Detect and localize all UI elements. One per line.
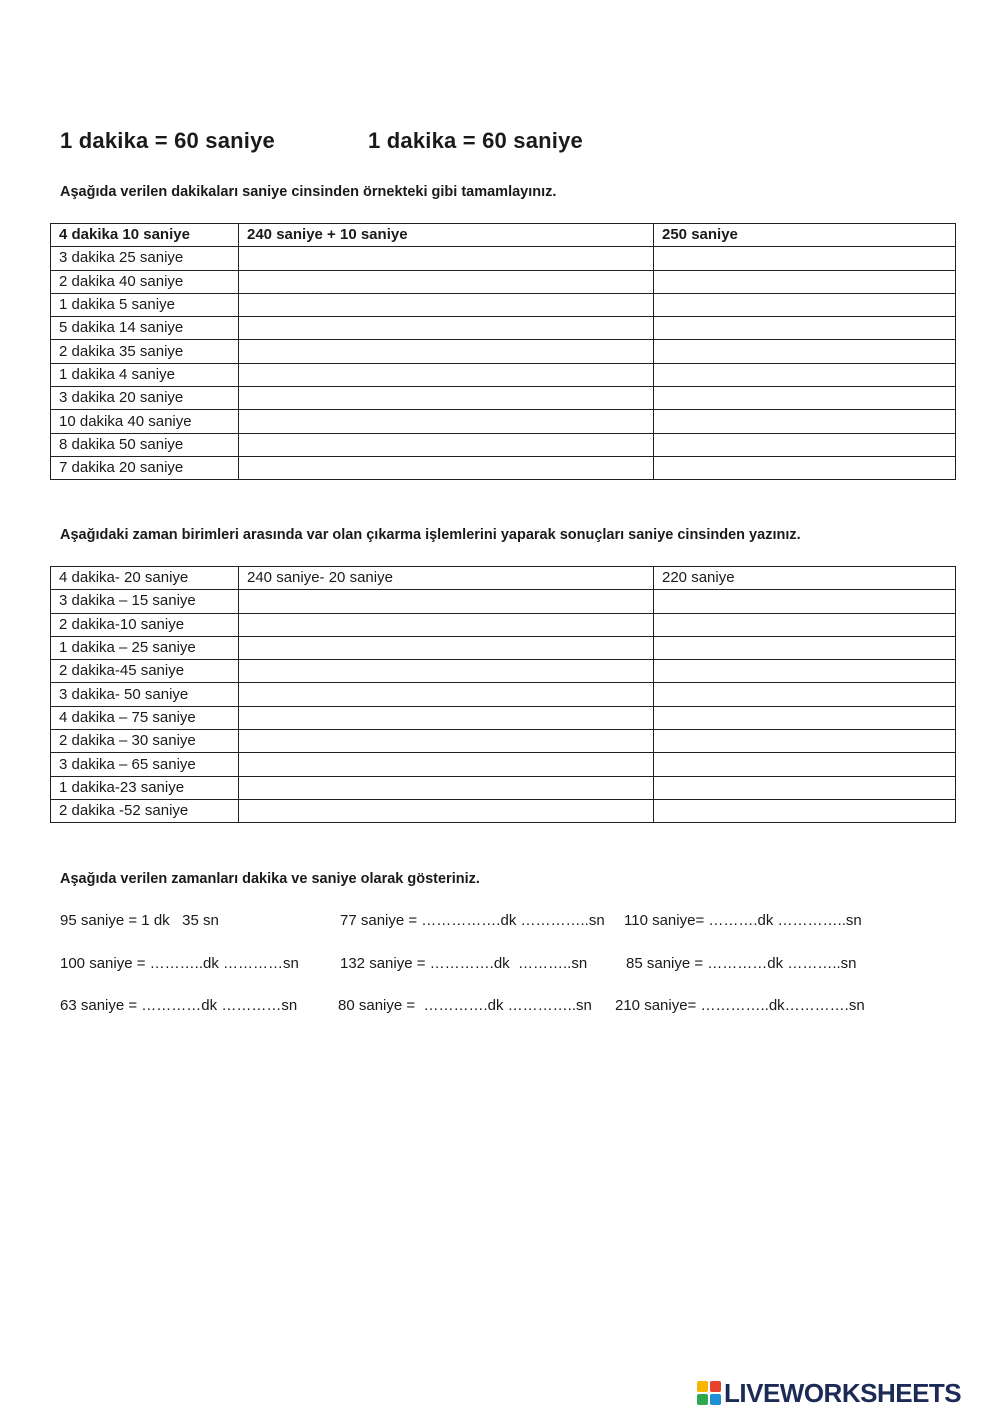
work-cell[interactable] xyxy=(239,340,654,363)
table-row xyxy=(51,293,956,316)
result-cell[interactable] xyxy=(654,660,956,683)
table-row xyxy=(51,660,956,683)
result-cell[interactable] xyxy=(654,340,956,363)
logo-square xyxy=(697,1394,708,1405)
result-cell[interactable] xyxy=(654,270,956,293)
time-cell: 4 dakika 10 saniye xyxy=(51,224,239,247)
table-row xyxy=(51,224,956,247)
work-cell[interactable] xyxy=(239,410,654,433)
work-cell[interactable] xyxy=(239,387,654,410)
time-cell: 1 dakika-23 saniye xyxy=(51,776,239,799)
table-row xyxy=(51,387,956,410)
work-cell[interactable] xyxy=(239,456,654,479)
time-cell: 4 dakika- 20 saniye xyxy=(51,567,239,590)
table-row xyxy=(51,270,956,293)
result-cell[interactable] xyxy=(654,753,956,776)
work-cell[interactable] xyxy=(239,293,654,316)
time-cell: 2 dakika-10 saniye xyxy=(51,613,239,636)
work-cell[interactable] xyxy=(239,247,654,270)
conversion-item[interactable]: 132 saniye = ………….dk ………..sn xyxy=(340,955,588,972)
addition-table xyxy=(50,223,956,480)
table-row xyxy=(51,683,956,706)
time-cell: 2 dakika – 30 saniye xyxy=(51,730,239,753)
time-cell: 1 dakika 5 saniye xyxy=(51,293,239,316)
work-cell[interactable] xyxy=(239,753,654,776)
table-row xyxy=(51,456,956,479)
subtraction-table xyxy=(50,566,956,823)
time-cell: 2 dakika 40 saniye xyxy=(51,270,239,293)
time-cell: 8 dakika 50 saniye xyxy=(51,433,239,456)
section1-instruction: Aşağıda verilen dakikaları saniye cinsinden örnekteki gibi tamamlayınız. xyxy=(60,184,557,200)
table-row xyxy=(51,247,956,270)
heading-right: 1 dakika = 60 saniye xyxy=(368,128,583,153)
table-row xyxy=(51,433,956,456)
conversion-item[interactable]: 210 saniye= …………..dk………….sn xyxy=(615,997,865,1014)
result-cell[interactable] xyxy=(654,636,956,659)
work-cell[interactable] xyxy=(239,613,654,636)
time-cell: 3 dakika – 15 saniye xyxy=(51,590,239,613)
work-cell[interactable] xyxy=(239,636,654,659)
brand-name: LIVEWORKSHEETS xyxy=(724,1377,962,1408)
time-cell: 3 dakika 20 saniye xyxy=(51,387,239,410)
table-row xyxy=(51,317,956,340)
result-cell: 220 saniye xyxy=(654,567,956,590)
result-cell[interactable] xyxy=(654,387,956,410)
result-cell[interactable] xyxy=(654,683,956,706)
conversion-item[interactable]: 110 saniye= ……….dk …………..sn xyxy=(624,912,862,929)
work-cell: 240 saniye + 10 saniye xyxy=(239,224,654,247)
time-cell: 1 dakika – 25 saniye xyxy=(51,636,239,659)
liveworksheets-brand xyxy=(697,1378,961,1408)
table-row xyxy=(51,753,956,776)
time-cell: 2 dakika-45 saniye xyxy=(51,660,239,683)
time-cell: 2 dakika 35 saniye xyxy=(51,340,239,363)
result-cell[interactable] xyxy=(654,363,956,386)
result-cell[interactable] xyxy=(654,410,956,433)
time-cell: 4 dakika – 75 saniye xyxy=(51,706,239,729)
result-cell[interactable] xyxy=(654,799,956,822)
heading-left: 1 dakika = 60 saniye xyxy=(60,128,275,153)
result-cell[interactable] xyxy=(654,613,956,636)
table-row xyxy=(51,799,956,822)
section2-instruction: Aşağıdaki zaman birimleri arasında var olan çıkarma işlemlerini yaparak sonuçları saniye cinsinden yazınız. xyxy=(60,527,801,543)
logo-square xyxy=(710,1394,721,1405)
table-row xyxy=(51,363,956,386)
result-cell[interactable] xyxy=(654,776,956,799)
conversion-item[interactable]: 100 saniye = ………..dk …………sn xyxy=(60,955,299,972)
time-cell: 1 dakika 4 saniye xyxy=(51,363,239,386)
conversion-item[interactable]: 77 saniye = …………….dk …………..sn xyxy=(340,912,605,929)
work-cell[interactable] xyxy=(239,799,654,822)
table-row xyxy=(51,730,956,753)
table-row xyxy=(51,567,956,590)
result-cell[interactable] xyxy=(654,590,956,613)
work-cell[interactable] xyxy=(239,660,654,683)
table-row xyxy=(51,706,956,729)
work-cell[interactable] xyxy=(239,683,654,706)
work-cell[interactable] xyxy=(239,317,654,340)
work-cell[interactable] xyxy=(239,730,654,753)
result-cell[interactable] xyxy=(654,247,956,270)
result-cell[interactable] xyxy=(654,706,956,729)
conversion-item[interactable]: 80 saniye = ………….dk …………..sn xyxy=(338,997,592,1014)
result-cell[interactable] xyxy=(654,433,956,456)
table-row xyxy=(51,590,956,613)
work-cell[interactable] xyxy=(239,433,654,456)
table-row xyxy=(51,410,956,433)
table-row xyxy=(51,636,956,659)
time-cell: 3 dakika- 50 saniye xyxy=(51,683,239,706)
result-cell: 250 saniye xyxy=(654,224,956,247)
liveworksheets-logo-icon xyxy=(697,1381,721,1405)
result-cell[interactable] xyxy=(654,317,956,340)
logo-square xyxy=(697,1381,708,1392)
work-cell[interactable] xyxy=(239,706,654,729)
table-row xyxy=(51,340,956,363)
time-cell: 2 dakika -52 saniye xyxy=(51,799,239,822)
result-cell[interactable] xyxy=(654,456,956,479)
logo-square xyxy=(710,1381,721,1392)
section3-instruction: Aşağıda verilen zamanları dakika ve saniye olarak gösteriniz. xyxy=(60,871,480,887)
conversion-item[interactable]: 63 saniye = …………dk …………sn xyxy=(60,997,298,1014)
result-cell[interactable] xyxy=(654,730,956,753)
work-cell[interactable] xyxy=(239,590,654,613)
conversion-item[interactable]: 85 saniye = …………dk ………..sn xyxy=(626,955,857,972)
time-cell: 5 dakika 14 saniye xyxy=(51,317,239,340)
time-cell: 3 dakika 25 saniye xyxy=(51,247,239,270)
time-cell: 10 dakika 40 saniye xyxy=(51,410,239,433)
work-cell: 240 saniye- 20 saniye xyxy=(239,567,654,590)
table-row xyxy=(51,613,956,636)
work-cell[interactable] xyxy=(239,776,654,799)
table-row xyxy=(51,776,956,799)
time-cell: 7 dakika 20 saniye xyxy=(51,456,239,479)
work-cell[interactable] xyxy=(239,270,654,293)
time-cell: 3 dakika – 65 saniye xyxy=(51,753,239,776)
result-cell[interactable] xyxy=(654,293,956,316)
work-cell[interactable] xyxy=(239,363,654,386)
conversion-item: 95 saniye = 1 dk 35 sn xyxy=(60,912,219,929)
